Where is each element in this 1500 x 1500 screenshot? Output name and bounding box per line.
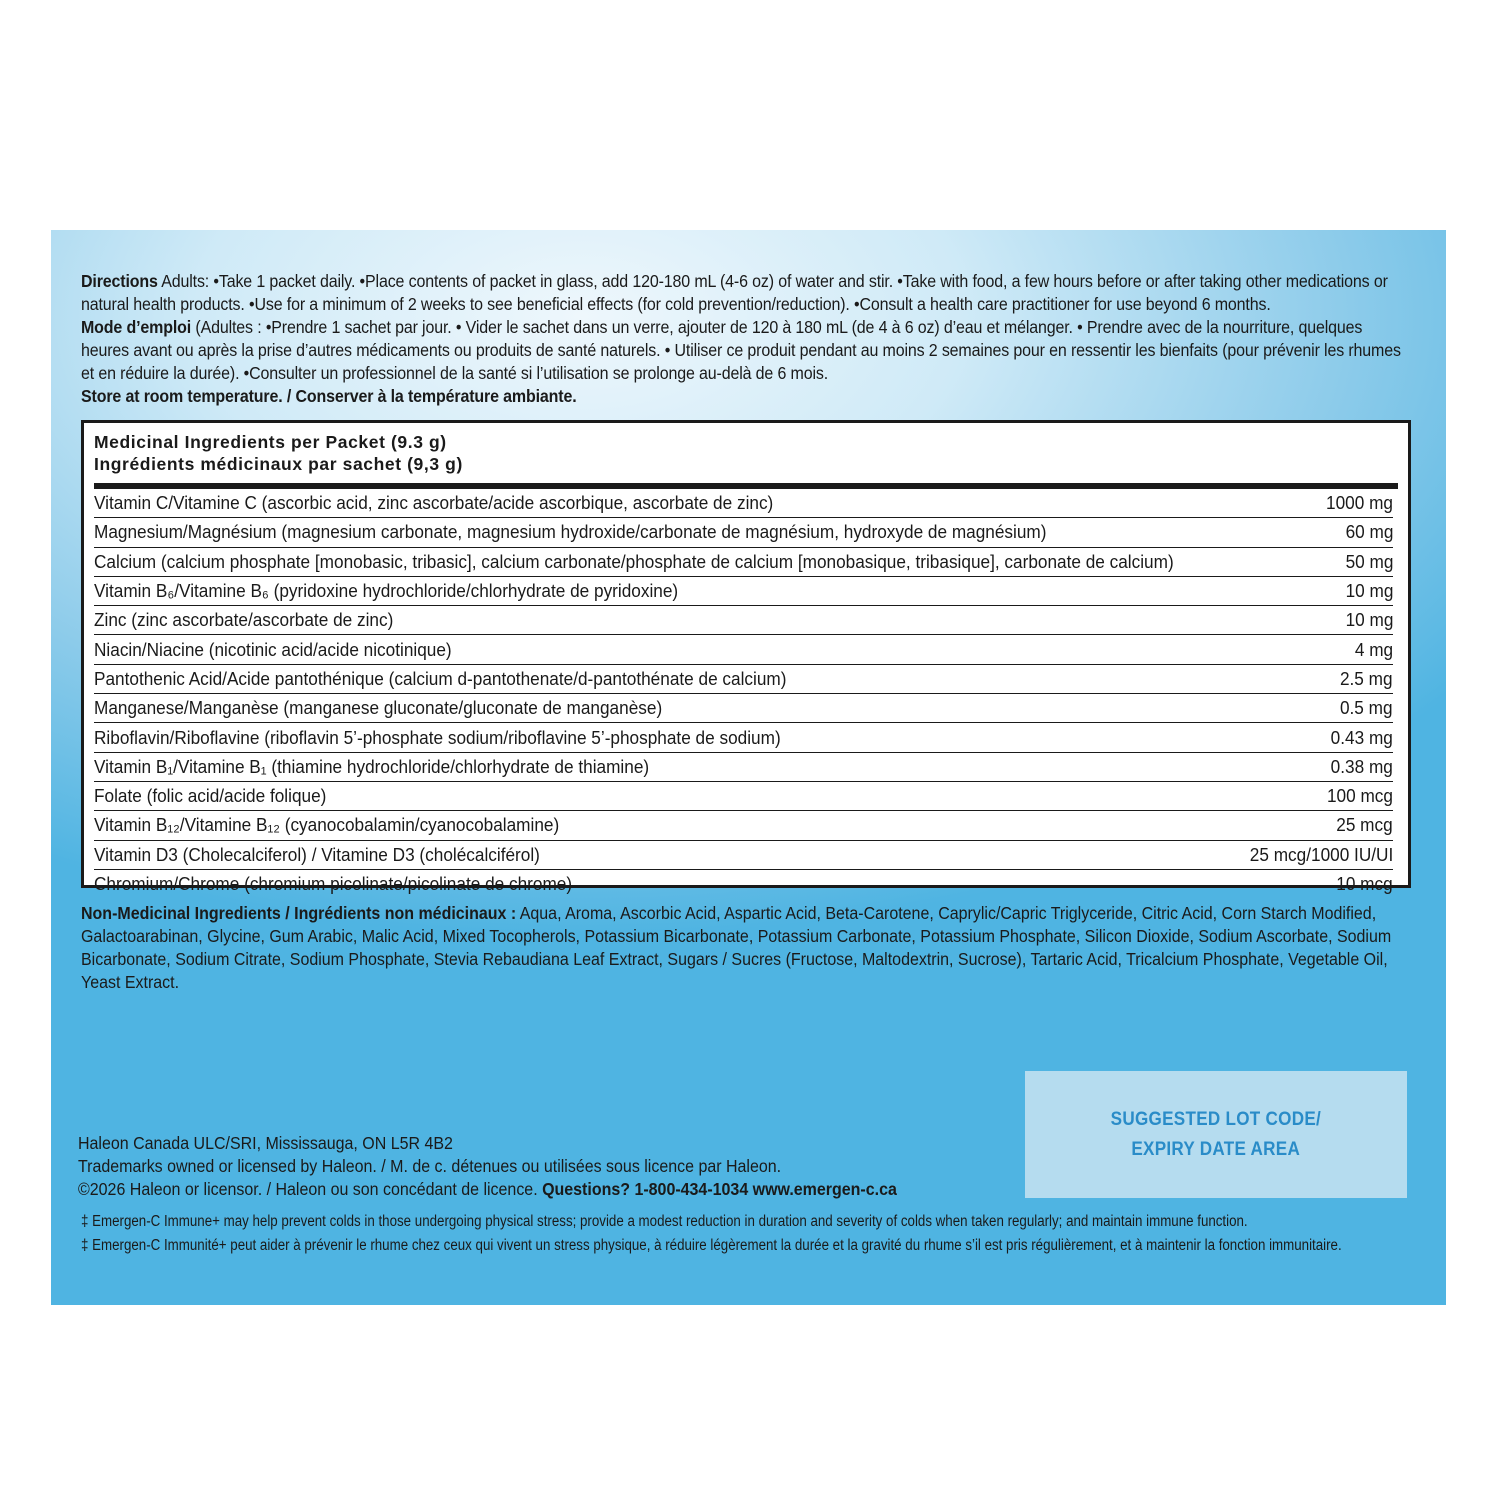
table-title-fr: Ingrédients médicinaux par sachet (9,3 g) xyxy=(94,454,463,474)
ingredient-amount: 10 mg xyxy=(1345,580,1393,602)
non-medicinal-label: Non-Medicinal Ingredients / Ingrédients non médicinaux : xyxy=(81,903,517,923)
ingredient-amount: 100 mcg xyxy=(1326,785,1393,807)
table-row xyxy=(94,811,1393,840)
directions-en-text: Adults: •Take 1 packet daily. •Place contents of packet in glass, add 120-180 mL (4-6 oz) of water and stir. •Take with food, a few hours before or after taking other medications or natural health products. •Use for a minimum of 2 weeks to see beneficial effects (for cold prevention/reduction). •Consult a health care practitioner for use beyond 6 months. xyxy=(81,271,1388,314)
ingredient-name: Vitamin C/Vitamine C (ascorbic acid, zinc ascorbate/acide ascorbique, ascorbate de zinc) xyxy=(94,492,774,514)
table-row xyxy=(94,548,1393,577)
ingredient-amount: 0.43 mg xyxy=(1330,726,1393,748)
company-address: Haleon Canada ULC/SRI, Mississauga, ON L5R 4B2 xyxy=(78,1133,453,1153)
lot-code-line2: EXPIRY DATE AREA xyxy=(1131,1138,1301,1160)
medicinal-ingredients-table xyxy=(81,420,1411,894)
ingredient-amount: 25 mcg/1000 IU/UI xyxy=(1249,843,1393,865)
ingredient-amount: 0.38 mg xyxy=(1330,755,1393,777)
table-row xyxy=(94,870,1393,898)
table-row xyxy=(94,635,1393,664)
ingredient-name: Manganese/Manganèse (manganese gluconate/gluconate de manganèse) xyxy=(94,697,663,719)
footnote-fr: ‡ Emergen-C Immunité+ peut aider à prévenir le rhume chez ceux qui vivent un stress physique, à réduire légèrement la durée et la gravité du rhume s’il est pris régulièrement, et à maintenir la fonction immunitaire. xyxy=(81,1237,1342,1254)
table-row xyxy=(94,665,1393,694)
table-header xyxy=(84,423,1408,481)
table-body xyxy=(84,489,1408,898)
table-row xyxy=(94,489,1393,518)
ingredient-name: Vitamin B₁₂/Vitamine B₁₂ (cyanocobalamin/cyanocobalamine) xyxy=(94,814,560,836)
ingredient-name: Vitamin B₆/Vitamine B₆ (pyridoxine hydrochloride/chlorhydrate de pyridoxine) xyxy=(94,580,679,602)
contact-info: Questions? 1-800-434-1034 www.emergen-c.ca xyxy=(542,1179,897,1199)
ingredient-name: Pantothenic Acid/Acide pantothénique (calcium d-pantothenate/d-pantothénate de calcium) xyxy=(94,667,787,689)
ingredient-name: Calcium (calcium phosphate [monobasic, tribasic], calcium carbonate/phosphate de calcium [monobasique, tribasique], carbonate de calcium) xyxy=(94,550,1174,572)
ingredient-name: Folate (folic acid/acide folique) xyxy=(94,785,327,807)
ingredient-name: Niacin/Niacine (nicotinic acid/acide nicotinique) xyxy=(94,638,452,660)
footnote-en: ‡ Emergen-C Immune+ may help prevent colds in those undergoing physical stress; provide a modest reduction in duration and severity of colds when taken regularly; and maintain immune function. xyxy=(81,1213,1248,1230)
ingredient-amount: 10 mcg xyxy=(1336,873,1393,894)
table-row xyxy=(94,606,1393,635)
ingredient-amount: 2.5 mg xyxy=(1340,667,1393,689)
non-medicinal-ingredients xyxy=(81,902,1411,994)
directions-section xyxy=(81,270,1411,408)
ingredient-name: Zinc (zinc ascorbate/ascorbate de zinc) xyxy=(94,609,394,631)
directions-en-label: Directions xyxy=(81,271,158,291)
ingredient-amount: 1000 mg xyxy=(1326,492,1393,514)
ingredient-amount: 4 mg xyxy=(1354,638,1393,660)
directions-fr-text: (Adultes : •Prendre 1 sachet par jour. • Vider le sachet dans un verre, ajouter de 120 à 180 mL (de 4 à 6 oz) d’eau et mélanger. • Prendre avec de la nourriture, quelques heures avant ou après la prise d’autres médicaments ou produits de santé naturels. • Utiliser ce produit pendant au moins 2 semaines pour en ressentir les bienfaits (pour prévenir les rhumes et en réduire la durée). •Consulter un professionnel de la santé si l’utilisation se prolonge au-delà de 6 mois. xyxy=(81,317,1401,383)
trademark-note: Trademarks owned or licensed by Haleon. / M. de c. détenues ou utilisées sous licence par Haleon. xyxy=(78,1156,782,1176)
table-row xyxy=(94,518,1393,547)
package-back-panel xyxy=(51,230,1446,1305)
table-title-en: Medicinal Ingredients per Packet (9.3 g) xyxy=(94,432,447,452)
table-row xyxy=(94,841,1393,870)
ingredient-amount: 0.5 mg xyxy=(1340,697,1393,719)
table-row xyxy=(94,577,1393,606)
copyright-text: ©2026 Haleon or licensor. / Haleon ou son concédant de licence. xyxy=(78,1179,543,1199)
lot-code-line1: SUGGESTED LOT CODE/ xyxy=(1110,1108,1322,1130)
lot-code-area xyxy=(1025,1071,1407,1198)
copyright-line xyxy=(78,1178,1008,1201)
ingredient-amount: 60 mg xyxy=(1345,521,1393,543)
ingredient-amount: 10 mg xyxy=(1345,609,1393,631)
ingredient-amount: 50 mg xyxy=(1345,550,1393,572)
ingredient-name: Riboflavin/Riboflavine (riboflavin 5’-phosphate sodium/riboflavine 5’-phosphate de sodium) xyxy=(94,726,781,748)
ingredient-name: Chromium/Chrome (chromium picolinate/picolinate de chrome) xyxy=(94,873,573,894)
table-row xyxy=(94,694,1393,723)
ingredient-name: Vitamin D3 (Cholecalciferol) / Vitamine D3 (cholécalciférol) xyxy=(94,843,540,865)
ingredient-name: Vitamin B₁/Vitamine B₁ (thiamine hydrochloride/chlorhydrate de thiamine) xyxy=(94,755,650,777)
directions-en xyxy=(81,270,1411,316)
ingredient-amount: 25 mcg xyxy=(1336,814,1393,836)
company-info xyxy=(78,1132,1008,1201)
table-row xyxy=(94,782,1393,811)
directions-fr xyxy=(81,316,1411,385)
table-row xyxy=(94,753,1393,782)
ingredient-name: Magnesium/Magnésium (magnesium carbonate, magnesium hydroxide/carbonate de magnésium, hydroxyde de magnésium) xyxy=(94,521,1047,543)
storage-note: Store at room temperature. / Conserver à la température ambiante. xyxy=(81,386,577,406)
table-row xyxy=(94,723,1393,752)
directions-fr-label: Mode d’emploi xyxy=(81,317,192,337)
non-medicinal-text: Aqua, Aroma, Ascorbic Acid, Aspartic Acid, Beta-Carotene, Caprylic/Capric Triglyceride, Citric Acid, Corn Starch Modified, Galactoarabinan, Glycine, Gum Arabic, Malic Acid, Mixed Tocopherols, Potassium Bicarbonate, Potassium Carbonate, Potassium Phosphate, Silicon Dioxide, Sodium Ascorbate, Sodium Bicarbonate, Sodium Citrate, Sodium Phosphate, Stevia Rebaudiana Leaf Extract, Sugars / Sucres (Fructose, Maltodextrin, Sucrose), Tartaric Acid, Tricalcium Phosphate, Vegetable Oil, Yeast Extract. xyxy=(81,903,1392,992)
claim-footnotes xyxy=(81,1210,1423,1258)
